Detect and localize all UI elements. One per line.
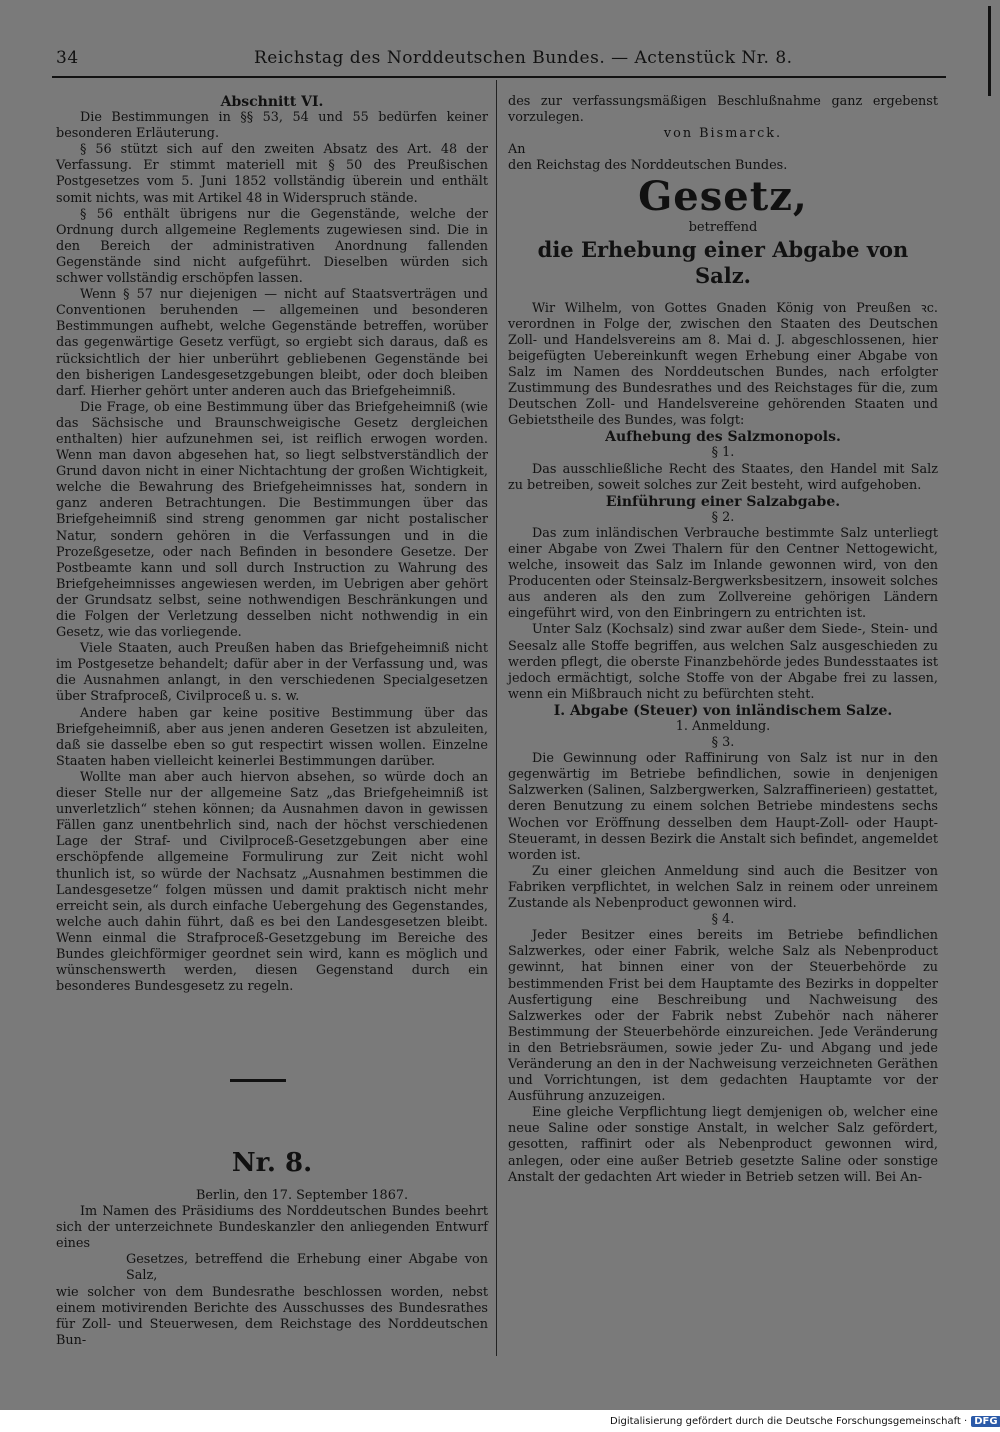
section-4-mark: § 4. [711, 912, 735, 928]
letter-law-title: Gesetzes, betreffend die Erhebung einer Abgabe von Salz, [126, 1252, 488, 1284]
section-2-text-a: Das zum inländischen Verbrauche bestimmte Salz unterliegt einer Abgabe von Zwei Thalern für den Centner Nettogewicht, welche, insoweit das Salz im Inlande gewonnen wird, von den Producenten oder Steinsalz-Bergwerksbesitzern, insoweit solches aus anderen als den zum Zollvereine gehörigen Ländern eingeführt wird, von den Einbringern zu entrichten ist. [508, 525, 938, 622]
date-line: Berlin, den 17. September 1867. [195, 1188, 409, 1203]
digitization-footer [610, 1416, 998, 1427]
letter-rest: wie solcher von dem Bundesrathe beschlossen worden, nebst einem motivirenden Berichte des Ausschusses des Bundesrathes für Zoll- und Steuerwesen, dem Reichstage des Norddeutschen Bun- [56, 1284, 488, 1348]
footer-text: Digitalisierung gefördert durch die Deutsche Forschungsgemeinschaft · [610, 1416, 968, 1427]
paragraph: § 56 stützt sich auf den zweiten Absatz des Art. 48 der Verfassung. Er stimmt materiell mit § 50 des Preußischen Postgesetzes vom 5. Juni 1852 vollständig überein und enthält somit nichts, was mit Artikel 48 in Widerspruch stände. [56, 142, 488, 206]
section-3-text-b: Zu einer gleichen Anmeldung sind auch die Besitzer von Fabriken verpflichtet, in welchen Salz in reinem oder unreinem Zustande als Nebenproduct gewonnen wird. [508, 863, 938, 912]
paragraph: Wollte man aber auch hiervon absehen, so würde doch an dieser Stelle nur der allgemeine Satz „das Briefgeheimniß ist unverletzlich“ stehen können; da Ausnahmen davon in gewissen Fällen ganz unentbehrlich sind, nach der höchst verschiedenen Lage der Straf- und Civilproceß-Gesetzgebungen aber eine erschöpfende allgemeine Formulirung zur Zeit nicht wohl thunlich ist, so würde der Nachsatz „Ausnahmen bestimmen die Landesgesetze“ folgen müssen und damit praktisch nicht mehr erreicht sein, als durch einfache Uebergehung des Gegenstandes, welche auch dahin führt, daß es bei den Landesgesetzen bleibt. Wenn einmal die Strafproceß-Gesetzgebung im Bereiche des Bundes gleichförmiger geordnet sein wird, kann es möglich und wünschenswerth werden, diesen Gegenstand durch ein besonderes Bundesgesetz zu regeln. [56, 769, 488, 995]
left-column [56, 94, 488, 995]
dfg-logo: DFG [971, 1416, 1000, 1427]
section-heading: Abschnitt VI. [220, 94, 324, 110]
heading-salt-monopoly: Aufhebung des Salzmonopols. [605, 429, 841, 446]
signature: von Bismarck. [663, 126, 783, 142]
section-4-text-b: Eine gleiche Verpflichtung liegt demjenigen ob, welcher eine neue Saline oder sonstige Anstalt, in welcher Salz gefördert, gesotten, raffinirt oder als Nebenproduct gewonnen wird, anlegen, oder eine außer Betrieb gesetzte Saline oder sonstige Anstalt der gedachten Art wieder in Betrieb setzen will. Bei An- [508, 1105, 938, 1185]
subheading-registration: 1. Anmeldung. [675, 719, 771, 734]
heading-salt-levy: Einführung einer Salzabgabe. [605, 493, 841, 510]
margin-mark [988, 6, 991, 96]
addressee-an: An [508, 142, 526, 158]
law-betreffend: betreffend [688, 220, 758, 236]
preamble: Wir Wilhelm, von Gottes Gnaden König von Preußen ꝛc. verordnen in Folge der, zwischen den Staaten des Deutschen Zoll- und Handelsvereins am 8. Mai d. J. abgeschlossenen, hier beigefügten Uebereinkunft wegen Erhebung einer Abgabe von Salz im Namen des Norddeutschen Bundes, nach erfolgter Zustimmung des Bundesrathes und des Reichstages für die, zum Deutschen Zoll- und Handelsvereine gehörenden Staaten und Gebietstheile des Bundes, was folgt: [508, 300, 938, 429]
header-rule [52, 76, 946, 78]
section-1-text: Das ausschließliche Recht des Staates, den Handel mit Salz zu betreiben, soweit solches zur Zeit besteht, wird aufgehoben. [508, 461, 938, 493]
paragraph: Wenn § 57 nur diejenigen — nicht auf Staatsverträgen und Conventionen beruhenden — allgemeinen und besonderen Bestimmungen aufhebt, welche Gegenstände betreffen, worüber das gegenwärtige Gesetz verfügt, so ergiebt sich daraus, daß es rücksichtlich der hier unberührt gebliebenen Gegenstände bei den bisherigen Landesgesetzgebungen bleibt, oder doch bleiben darf. Hierher gehört unter anderen auch das Briefgeheimniß. [56, 287, 488, 399]
paragraph: Die Bestimmungen in §§ 53, 54 und 55 bedürfen keiner besonderen Erläuterung. [56, 110, 488, 142]
page-header [56, 48, 793, 74]
paragraph: Andere haben gar keine positive Bestimmung über das Briefgeheimniß, aber aus jenen anderen Gesetzen ist abzuleiten, daß sie dasselbe eben so gut respectirt wissen wollen. Einzelne Staaten haben vielleicht keinerlei Bestimmungen darüber. [56, 705, 488, 769]
paragraph: Viele Staaten, auch Preußen haben das Briefgeheimniß nicht im Postgesetze behandelt; dafür aber in der Verfassung und, was die Ausnahmen anlangt, in den verschiedenen Specialgesetzen über Strafproceß, Civilproceß u. s. w. [56, 641, 488, 705]
page-number: 34 [56, 48, 79, 68]
document-number: Nr. 8. [231, 1148, 313, 1178]
heading-domestic-salt: I. Abgabe (Steuer) von inländischem Salze. [553, 702, 893, 719]
law-title: Gesetz, [638, 173, 808, 221]
addressee: den Reichstag des Norddeutschen Bundes. [508, 158, 788, 174]
section-4-text-a: Jeder Besitzer eines bereits im Betriebe befindlichen Salzwerkes, oder einer Fabrik, welche Salz als Nebenproduct gewinnt, hat binnen einer von der Steuerbehörde zu bestimmenden Frist bei dem Hauptamte des Bezirks in doppelter Ausfertigung eine Beschreibung und Nachweisung des Salzwerkes oder der Fabrik nebst Zubehör nach näherer Bestimmung der Steuerbehörde einzureichen. Jede Veränderung in den Betriebsräumen, sowie jeder Zu- und Abgang und jede Veränderung an den in der Nachweisung verzeichneten Geräthen und Vorrichtungen, ist dem gedachten Hauptamte vor der Ausführung anzuzeigen. [508, 928, 938, 1105]
cover-letter [56, 1188, 488, 1349]
letter-continuation: des zur verfassungsmäßigen Beschlußnahme ganz ergebenst vorzulegen. [508, 94, 938, 126]
right-column [508, 94, 938, 1186]
section-3-mark: § 3. [711, 735, 735, 751]
section-1-mark: § 1. [711, 445, 735, 461]
separator-rule [230, 1079, 286, 1082]
section-3-text-a: Die Gewinnung oder Raffinirung von Salz ist nur in den gegenwärtig im Betriebe befindlichen, sowie in denjenigen Salzwerken (Salinen, Salzbergwerken, Salzraffinerieen) gestattet, deren Benutzung zu einem solchen Betriebe mindestens sechs Wochen vor Eröffnung desselben dem Haupt-Zoll- oder Haupt-Steueramt, in dessen Bezirk die Anstalt sich befindet, angemeldet worden ist. [508, 751, 938, 863]
law-subject: die Erhebung einer Abgabe von Salz. [537, 236, 909, 288]
paragraph: § 56 enthält übrigens nur die Gegenstände, welche der Ordnung durch allgemeine Reglements zugewiesen sind. Die in den Bereich der administrativen Anordnung fallenden Gegenstände sind nicht aufgeführt. Dieselben würden sich schwer vollständig erschöpfen lassen. [56, 206, 488, 287]
section-2-text-b: Unter Salz (Kochsalz) sind zwar außer dem Siede-, Stein- und Seesalz alle Stoffe begriffen, aus welchen Salz ausgeschieden zu werden pflegt, die oberste Finanzbehörde jedes Bundesstaates ist jedoch ermächtigt, solche Stoffe von der Abgabe frei zu lassen, wenn ein Mißbrauch nicht zu befürchten steht. [508, 622, 938, 702]
section-2-mark: § 2. [711, 509, 735, 525]
running-title: Reichstag des Norddeutschen Bundes. — Actenstück Nr. 8. [254, 48, 793, 68]
letter-intro: Im Namen des Präsidiums des Norddeutschen Bundes beehrt sich der unterzeichnete Bundeskanzler den anliegenden Entwurf eines [56, 1204, 488, 1252]
paragraph: Die Frage, ob eine Bestimmung über das Briefgeheimniß (wie das Sächsische und Braunschweigische Gesetz dergleichen enthalten) hier aufzunehmen sei, ist reiflich erwogen worden. Wenn man davon abgesehen hat, so liegt selbstverständlich der Grund davon nicht in einer Nichtachtung der großen Wichtigkeit, welche die Bewahrung des Briefgeheimnisses hat, sondern in ganz anderen Betrachtungen. Die Bestimmungen über das Briefgeheimniß sind streng genommen gar nicht postalischer Natur, sondern gehören in die Verfassungen und in die Prozeßgesetze, oder nach Befinden in besondere Gesetze. Der Postbeamte kann und soll durch Instruction zu Wahrung des Briefgeheimnisses angewiesen werden, im Uebrigen aber gehört der Grundsatz selbst, seine nothwendigen Beschränkungen und die Folgen der Verletzung desselben nicht nothwendig in ein Gesetz, wie das vorliegende. [56, 399, 488, 641]
column-divider [496, 80, 497, 1356]
